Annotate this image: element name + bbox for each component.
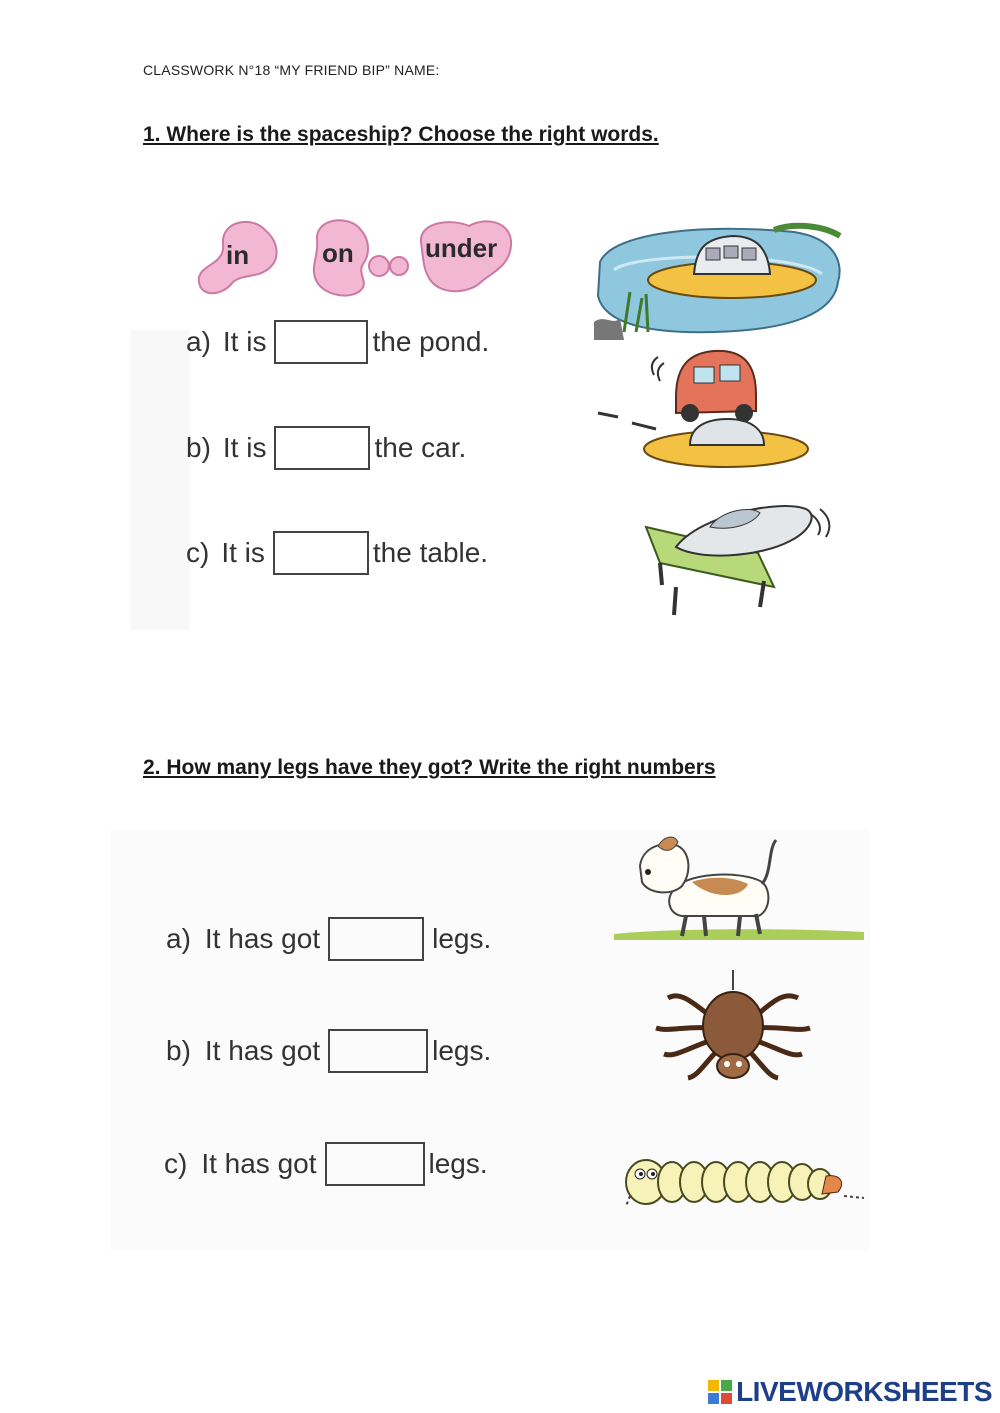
answer-box-q2-a[interactable] [328,917,424,961]
item-label: b) [186,432,211,463]
item-label: b) [166,1035,191,1066]
answer-box-q1-b[interactable] [274,426,370,470]
q1-item-b [186,426,466,470]
liveworksheets-logo-icon [707,1379,733,1405]
item-before: It is [222,326,267,357]
spaceship-on-table-picture [640,495,840,625]
answer-box-q2-b[interactable] [328,1029,428,1073]
question-2-title: 2. How many legs have they got? Write the right numbers [143,756,716,779]
answer-box-q2-c[interactable] [325,1142,425,1186]
spider-picture [648,968,818,1092]
item-before: It has got [204,1035,321,1066]
spaceship-in-pond-picture [594,222,844,340]
dog-picture [612,832,866,944]
item-label: c) [186,537,210,568]
option-in: in [226,240,250,270]
q2-item-c [164,1142,488,1186]
q2-item-a [166,917,491,961]
item-label: c) [164,1148,188,1179]
item-after: the car. [374,432,467,463]
worksheet-header: CLASSWORK N°18 “MY FRIEND BIP” NAME: [143,62,440,78]
answer-box-q1-c[interactable] [273,531,369,575]
liveworksheets-logo-text: LIVEWORKSHEETS [736,1376,992,1407]
answer-box-q1-a[interactable] [274,320,368,364]
liveworksheets-logo [707,1376,992,1408]
item-after: the pond. [372,326,490,357]
item-label: a) [166,923,191,954]
item-before: It is [222,432,267,463]
question-1-title: 1. Where is the spaceship? Choose the right words. [143,123,659,146]
item-after: legs. [428,1148,488,1179]
item-before: It has got [204,923,321,954]
spaceship-under-car-picture [594,345,819,473]
item-before: It is [221,537,265,568]
caterpillar-picture [616,1146,866,1216]
q1-item-c [186,531,488,575]
item-after: legs. [432,923,492,954]
q1-item-a [186,320,489,364]
item-label: a) [186,326,211,357]
option-on: on [322,238,354,268]
item-after: the table. [372,537,489,568]
item-after: legs. [432,1035,492,1066]
item-before: It has got [201,1148,317,1179]
option-under: under [425,233,498,263]
q2-item-b [166,1029,491,1073]
